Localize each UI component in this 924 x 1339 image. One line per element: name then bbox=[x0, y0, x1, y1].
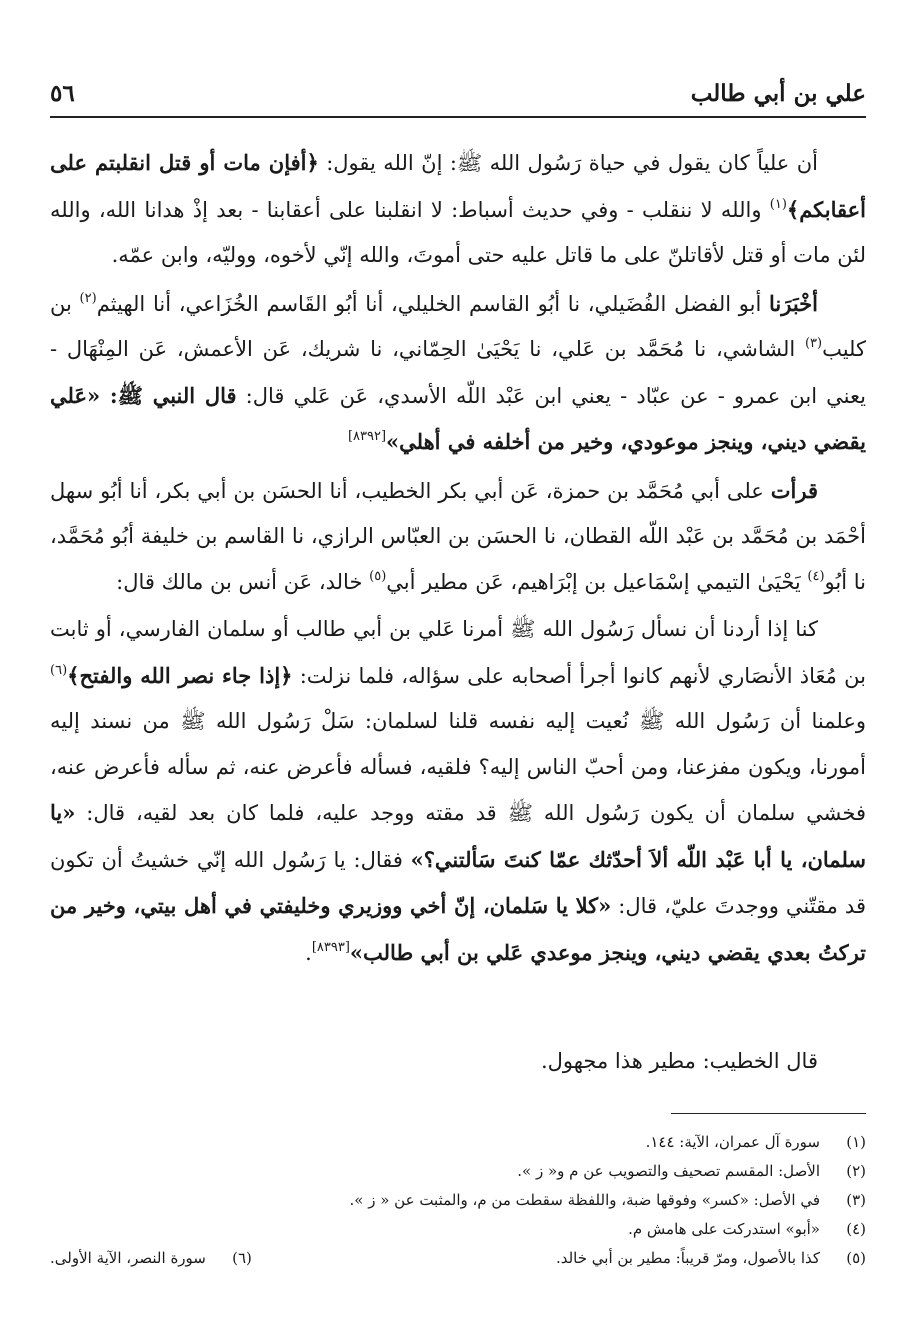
hadith-quote: «كلا يا سَلمان، إنّ أخي ووزيري وخليفتي في أهل بيتي، وخير من تركتُ بعدي يقضي ديني، وينجز موعدي عَلي بن أبي طالب» bbox=[50, 893, 866, 965]
footnote-ref: (٤) bbox=[807, 568, 825, 584]
paragraph-2 bbox=[50, 281, 866, 466]
footnote-text: كذا بالأصول، ومرّ قريباً: مطير بن أبي خالد. bbox=[555, 1249, 820, 1267]
footnote-4 bbox=[50, 1215, 866, 1244]
text-run: . bbox=[305, 940, 312, 965]
paragraph-3 bbox=[50, 468, 866, 606]
footnote-5 bbox=[556, 1249, 866, 1267]
text-run: على أبي مُحَمَّد بن حمزة، عَن أبي بكر الخطيب، أنا الحسَن بن أبي بكر، أنا أبُو سهل أحْمَد بن مُحَمَّد بن عَبْد اللّه القطان، نا الحسَن بن العبّاس الرازي، نا القاسم بن خليفة أبُو مُحَمَّد، نا أبُو bbox=[50, 478, 866, 594]
page-number: ٥٦ bbox=[50, 80, 75, 107]
footnote-ref: (٦) bbox=[50, 662, 68, 678]
footnotes bbox=[50, 1128, 866, 1273]
text-run: خالد، عَن أنس بن مالك قال: bbox=[116, 569, 370, 594]
footnote-text: الأصل: المقسم تصحيف والتصويب عن م و« ز ». bbox=[517, 1162, 820, 1180]
footnote-number: (٥) bbox=[846, 1249, 866, 1267]
footnote-ref: (٢) bbox=[79, 290, 97, 306]
text-run: كنا إذا أردنا أن نسأل رَسُول الله ﷺ أمرنا عَلي بن أبي طالب أو سلمان الفارسي، أو ثابت بن مُعَاذ الأنصَاري لأنهم كانوا أجرأ أصحابه على سؤاله، فلما نزلت: bbox=[50, 617, 866, 688]
footnote-ref: (٥) bbox=[369, 568, 387, 584]
footnote-text: سورة آل عمران، الآية: ١٤٤. bbox=[645, 1133, 820, 1151]
paragraph-1 bbox=[50, 140, 866, 279]
quran-quote: ﴿إذا جاء نصر الله والفتح﴾ bbox=[67, 662, 293, 688]
footnote-number: (٤) bbox=[846, 1220, 866, 1238]
narration-keyword: أخْبَرَنا bbox=[769, 290, 818, 316]
footnote-ref: (٣) bbox=[804, 336, 823, 351]
footnote-3 bbox=[50, 1186, 866, 1215]
closing-remark: قال الخطيب: مطير هذا مجهول. bbox=[540, 1049, 818, 1073]
text-run: فقال: يا رَسُول الله إنّي خشيتُ أن تكون قد مقتّني ووجدتَ عليّ، قال: bbox=[50, 847, 866, 918]
text-run: يَحْيَىٰ التيمي إسْمَاعيل بن إبْرَاهيم، عَن مطير أبي bbox=[386, 569, 808, 594]
footnote-6 bbox=[50, 1244, 252, 1273]
footnote-2 bbox=[50, 1157, 866, 1186]
text-run: أن علياً كان يقول في حياة رَسُول الله ﷺ: إنّ الله يقول: bbox=[318, 151, 818, 175]
narration-keyword: قرأت bbox=[770, 477, 818, 503]
footnote-number: (١) bbox=[846, 1133, 866, 1151]
hadith-number: [٨٣٩٣] bbox=[311, 939, 350, 955]
footnote-number: (٣) bbox=[846, 1191, 866, 1209]
footnote-1 bbox=[50, 1128, 866, 1157]
main-text bbox=[50, 140, 866, 976]
footnote-number: (٦) bbox=[232, 1249, 252, 1267]
footnote-divider bbox=[671, 1113, 866, 1114]
footnote-text: «أبو» استدركت على هامش م. bbox=[628, 1220, 820, 1238]
quran-quote: ﴿أفإن مات أو قتل انقلبتم على أعقابكم﴾ bbox=[50, 150, 866, 222]
running-title: علي بن أبي طالب bbox=[690, 80, 866, 107]
footnote-text: في الأصل: «كسر» وفوقها ضبة، واللفظة سقطت من م، والمثبت عن « ز ». bbox=[349, 1191, 820, 1209]
hadith-quote: قال النبي ﷺ: «عَلي يقضي ديني، وينجز موعودي، وخير من أخلفه في أهلي» bbox=[50, 382, 866, 454]
text-run: والله لا ننقلب - وفي حديث أسباط: لا انقلبنا على أعقابنا - بعد إذْ هدانا الله، والله لئن مات أو قتل لأقاتلنّ على ما قاتل عليه حتى أموتَ، والله إنّي لأخوه، ووليّه، وابن عمّه. bbox=[50, 197, 866, 267]
page-header bbox=[50, 70, 866, 118]
hadith-number: [٨٣٩٢] bbox=[347, 429, 387, 444]
text-run: بن كليب bbox=[50, 291, 866, 361]
text-run: أبو الفضل الفُضَيلي، نا أبُو القاسم الخليلي، أنا أبُو القَاسم الخُزَاعي، أنا الهيثم bbox=[96, 291, 770, 316]
footnote-text: سورة النصر، الآية الأولى. bbox=[50, 1249, 206, 1267]
footnote-number: (٢) bbox=[846, 1162, 866, 1180]
footnote-ref: (١) bbox=[769, 196, 787, 212]
hadith-quote: «يا سلمان، يا أبا عَبْد اللّه ألاَ أحدّثك عمّا كنتَ سَألتني؟» bbox=[50, 800, 866, 872]
text-run: الشاشي، نا مُحَمَّد بن عَلي، نا يَحْيَىٰ الحِمّاني، نا شريك، عَن الأعمش، عَن المِنْهَال - يعني ابن عمرو - عن عبّاد - يعني ابن عَبْد اللّه الأسدي، عَن عَلي قال: bbox=[50, 337, 866, 408]
footnote-row-5-6 bbox=[50, 1244, 866, 1273]
paragraph-4 bbox=[50, 607, 866, 976]
text-run: وعلمنا أن رَسُول الله ﷺ نُعيت إليه نفسه قلنا لسلمان: سَلْ رَسُول الله ﷺ من نسند إليه أمورنا، ويكون مفزعنا، ومن أحبّ الناس إليه؟ فلقيه، فسأله فأعرض عنه، ثم سأله فأعرض عنه، فخشي سلمان أن يكون رَسُول الله ﷺ قد مقته ووجد عليه، فلما كان بعد لقيه، قال: bbox=[50, 709, 866, 825]
